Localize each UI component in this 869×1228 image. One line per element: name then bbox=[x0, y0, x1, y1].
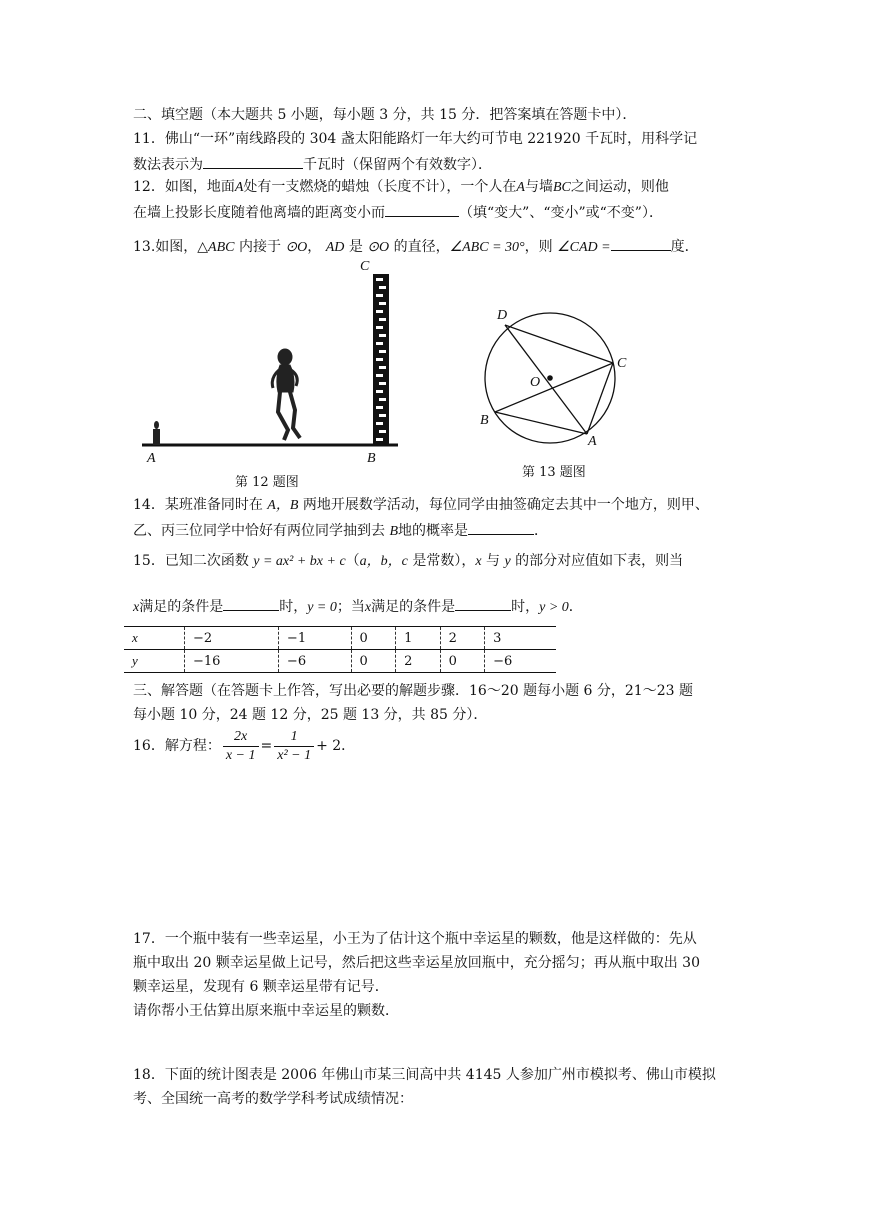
table-cell: y bbox=[124, 650, 185, 673]
table-cell: 0 bbox=[351, 650, 396, 673]
fraction-2 bbox=[274, 728, 314, 765]
chord-cb bbox=[495, 363, 613, 412]
triangle-symbol: △ bbox=[197, 239, 209, 255]
q14-line2 bbox=[133, 520, 548, 541]
q12-text-d: 之间运动，则他 bbox=[570, 179, 669, 195]
q15-var-x2: x bbox=[133, 600, 140, 615]
q15-line1 bbox=[133, 552, 683, 571]
figure-12 bbox=[130, 260, 410, 460]
q12-text-c: 与墙 bbox=[524, 179, 553, 195]
fig12-label-b: B bbox=[367, 451, 376, 466]
value-table bbox=[124, 626, 556, 673]
section-3-line1: 三、解答题（在答题卡上作答，写出必要的解题步骤．16～20 题每小题 6 分，21～23 题 bbox=[133, 683, 693, 699]
fig13-label-o: O bbox=[530, 375, 541, 390]
q15-text-a: 15．已知二次函数 bbox=[133, 553, 254, 569]
q13-angle-cad: ∠CAD = bbox=[557, 240, 611, 255]
q13-angle-abc: ∠ABC = 30° bbox=[449, 240, 525, 255]
fraction-1-denominator: x − 1 bbox=[225, 747, 256, 763]
q17-line4: 请你帮小王估算出原来瓶中幸运星的颗数． bbox=[133, 1003, 399, 1019]
table-row-x bbox=[124, 627, 556, 650]
q12-line2 bbox=[133, 202, 663, 222]
section-3-line2: 每小题 10 分，24 题 12 分，25 题 13 分，共 85 分）． bbox=[133, 707, 488, 723]
fig13-label-a: A bbox=[588, 434, 597, 449]
table-cell: 0 bbox=[440, 650, 485, 673]
q14-var-b: B bbox=[389, 524, 399, 539]
q12-answer-blank bbox=[385, 202, 459, 217]
q15-text-f: 满足的条件是 bbox=[139, 599, 224, 615]
q15-text-i: 满足的条件是 bbox=[371, 599, 456, 615]
q13-text-f: ，则 bbox=[524, 239, 558, 255]
table-cell: 1 bbox=[396, 627, 441, 650]
q18-line2: 考、全国统一高考的数学学科考试成绩情况： bbox=[133, 1091, 413, 1107]
section-2-heading: 二、填空题（本大题共 5 小题，每小题 3 分，共 15 分．把答案填在答题卡中）． bbox=[133, 107, 637, 123]
q16-equation bbox=[133, 726, 355, 766]
q13-var-ad: AD bbox=[325, 240, 345, 255]
q11-text-b: 千瓦时（保留两个有效数字）． bbox=[303, 157, 492, 173]
q16-lead: 16．解方程： bbox=[133, 738, 221, 754]
q13-text-b: 内接于 bbox=[234, 239, 286, 255]
q15-var-y: y bbox=[504, 554, 511, 569]
chord-dc bbox=[505, 325, 613, 363]
q17-line1: 17．一个瓶中装有一些幸运星，小王为了估计这个瓶中幸运星的颗数，他是这样做的：先从 bbox=[133, 931, 697, 947]
q13-line bbox=[133, 236, 699, 257]
fig12-label-a: A bbox=[147, 451, 156, 466]
fig13-caption: 第 13 题图 bbox=[522, 465, 586, 480]
q13-text-e: 的直径， bbox=[389, 239, 450, 255]
q12-text-a: 12．如图，地面 bbox=[133, 179, 235, 195]
q12-text-e: 在墙上投影长度随着他离墙的距离变小而 bbox=[133, 205, 385, 221]
q14-text-d: 地的概率是 bbox=[398, 523, 469, 539]
q15-text-h: ；当 bbox=[336, 599, 365, 615]
fig12-caption: 第 12 题图 bbox=[235, 475, 299, 490]
q11-line2 bbox=[133, 154, 492, 174]
q13-text-c: ， bbox=[307, 239, 326, 255]
q15-line2 bbox=[133, 596, 583, 617]
q12-text-b: 处有一支燃烧的蜡烛（长度不计），一个人在 bbox=[243, 179, 517, 195]
q15-text-b: （ bbox=[345, 553, 360, 569]
q17-line3: 颗幸运星，发现有 6 颗幸运星带有记号． bbox=[133, 979, 389, 995]
fig13-label-c: C bbox=[617, 356, 627, 371]
table-cell: 0 bbox=[351, 627, 396, 650]
table-cell: −6 bbox=[485, 650, 556, 673]
q15-text-d: 与 bbox=[481, 553, 505, 569]
q15-text-g: 时， bbox=[279, 599, 308, 615]
q12-var-a2: A bbox=[516, 180, 525, 195]
q15-y-gt-0: y > 0 bbox=[539, 600, 569, 615]
q15-answer-blank-2 bbox=[455, 596, 511, 611]
fraction-1-numerator: 2x bbox=[223, 728, 259, 747]
q13-answer-blank bbox=[611, 236, 671, 251]
q11-text-a: 数法表示为 bbox=[133, 157, 203, 173]
fraction-1 bbox=[223, 728, 259, 765]
q14-text-c: 乙、丙三位同学中恰好有两位同学抽到去 bbox=[133, 523, 390, 539]
q11-line1: 11．佛山“一环”南线路段的 304 盏太阳能路灯一年大约可节电 221920 千瓦时，用科学记 bbox=[133, 131, 698, 147]
q15-var-abc: a，b，c bbox=[359, 554, 408, 569]
table-cell: −6 bbox=[278, 650, 351, 673]
q15-text-c: 是常数）， bbox=[407, 553, 476, 569]
q13-var-abc: ABC bbox=[208, 240, 235, 255]
q12-text-f: （填“变大”、“变小”或“不变”）． bbox=[459, 205, 663, 221]
q14-text-e: ． bbox=[534, 523, 549, 539]
table-cell: 3 bbox=[485, 627, 556, 650]
q13-text-g: 度． bbox=[670, 239, 699, 255]
q11-answer-blank bbox=[203, 154, 303, 169]
q15-y-eq-0: y = 0 bbox=[307, 600, 337, 615]
q16-tail: + 2． bbox=[316, 738, 356, 754]
q12-var-bc: BC bbox=[552, 180, 571, 195]
fig13-label-b: B bbox=[480, 413, 489, 428]
figure-13 bbox=[470, 300, 640, 460]
table-cell: −2 bbox=[185, 627, 279, 650]
q13-circle-o2: ⊙O bbox=[367, 240, 390, 255]
fraction-2-denominator: x² − 1 bbox=[277, 747, 312, 763]
q15-text-k: ． bbox=[568, 599, 583, 615]
q17-line2: 瓶中取出 20 颗幸运星做上记号，然后把这些幸运星放回瓶中，充分摇匀；再从瓶中取出 30 bbox=[133, 955, 700, 971]
wall-icon bbox=[373, 274, 389, 445]
q14-text-b: 两地开展数学活动，每位同学由抽签确定去其中一个地方，则甲、 bbox=[298, 497, 709, 513]
fig12-label-c: C bbox=[360, 259, 370, 274]
q13-text-d: 是 bbox=[344, 239, 368, 255]
q13-circle-o: ⊙O bbox=[285, 240, 308, 255]
q14-line1 bbox=[133, 496, 709, 515]
equals-sign: = bbox=[260, 738, 273, 754]
q15-answer-blank-1 bbox=[223, 596, 279, 611]
q12-line1 bbox=[133, 178, 669, 197]
q12-var-a: A bbox=[234, 180, 244, 195]
q14-answer-blank bbox=[468, 520, 534, 535]
table-cell: 2 bbox=[396, 650, 441, 673]
runner-icon bbox=[272, 349, 300, 440]
table-cell: 2 bbox=[440, 627, 485, 650]
fraction-2-numerator: 1 bbox=[274, 728, 314, 747]
q15-var-x: x bbox=[475, 554, 482, 569]
candle-icon bbox=[153, 421, 160, 445]
q15-function: y = ax² + bx + c bbox=[253, 554, 346, 569]
q14-text-a: 14．某班准备同时在 bbox=[133, 497, 268, 513]
table-cell: x bbox=[124, 627, 185, 650]
q15-var-x3: x bbox=[364, 600, 372, 615]
table-cell: −1 bbox=[278, 627, 351, 650]
q18-line1: 18．下面的统计图表是 2006 年佛山市某三间高中共 4145 人参加广州市模拟考、佛山市模拟 bbox=[133, 1067, 716, 1083]
chord-ca bbox=[587, 363, 613, 434]
q15-text-e: 的部分对应值如下表，则当 bbox=[510, 553, 684, 569]
q14-var-ab: A，B bbox=[267, 498, 299, 513]
table-cell: −16 bbox=[185, 650, 279, 673]
fig13-label-d: D bbox=[497, 308, 508, 323]
center-point bbox=[547, 375, 553, 381]
table-row-y bbox=[124, 650, 556, 673]
q15-text-j: 时， bbox=[511, 599, 540, 615]
q13-text-a: 13.如图， bbox=[133, 239, 198, 255]
